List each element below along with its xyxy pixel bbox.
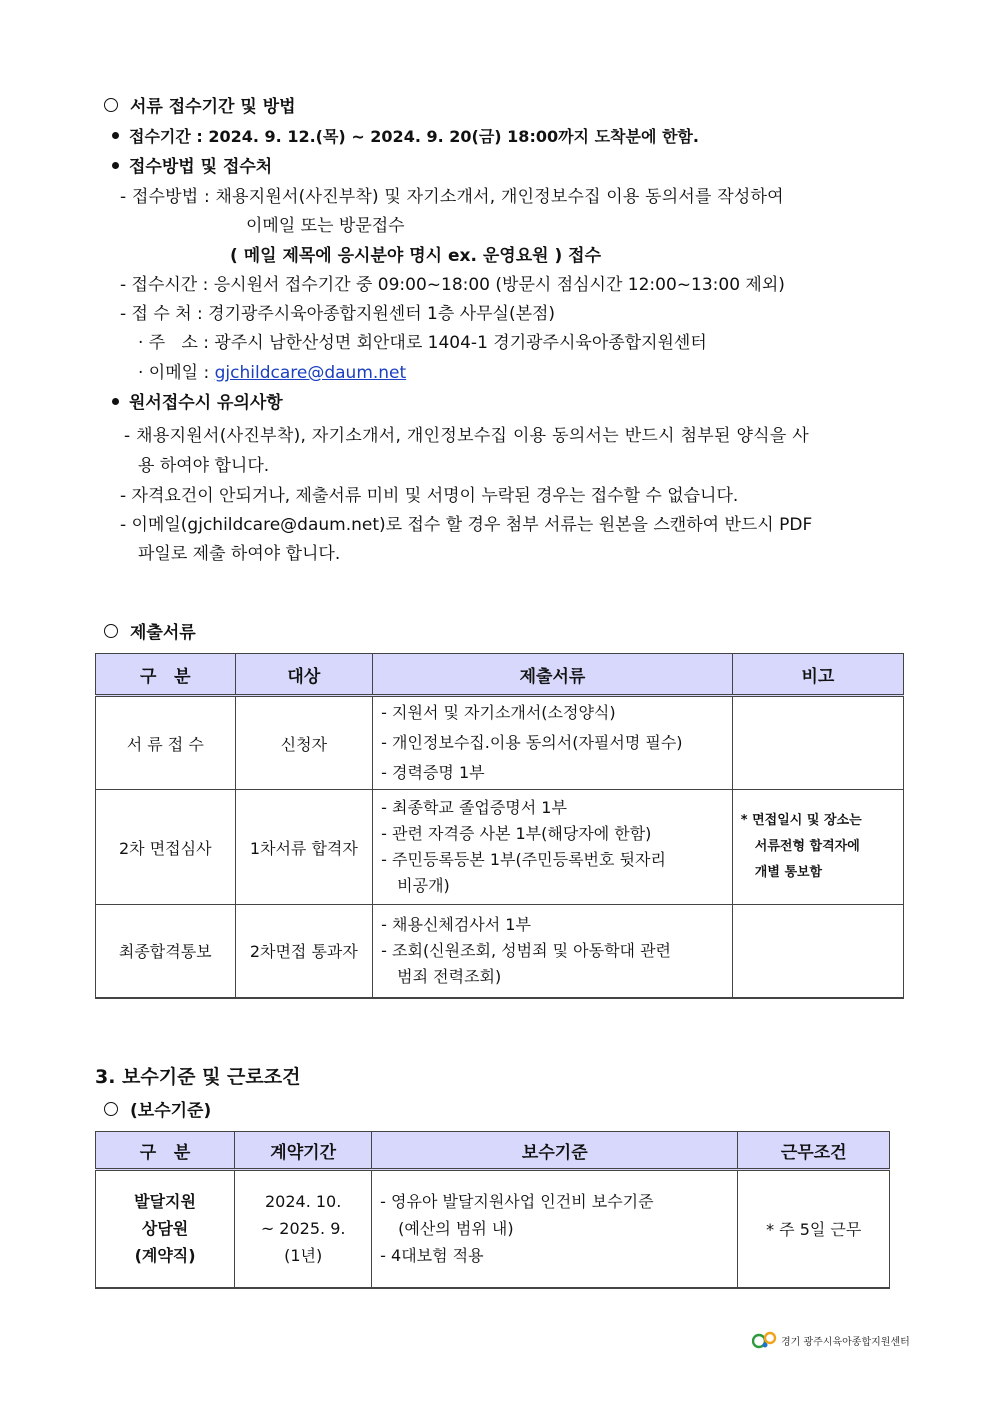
footer-logo xyxy=(752,1330,910,1350)
standard-cell: - 영유아 발달지원사업 인건비 보수기준 (예산의 범위 내) - 4대보험 적용 xyxy=(372,1170,738,1288)
table-header-row xyxy=(96,1132,890,1170)
header-cell: 계약기간 xyxy=(235,1132,372,1170)
table-row xyxy=(96,905,904,998)
header-cell: 제출서류 xyxy=(373,654,733,696)
notice-line: - 이메일(gjchildcare@daum.net)로 접수 할 경우 첨부 서류는 원본을 스캔하여 반드시 PDF xyxy=(120,515,813,535)
bullet-icon xyxy=(112,132,119,139)
method-heading: 접수방법 및 접수처 xyxy=(112,152,272,177)
notice-heading: 원서접수시 유의사항 xyxy=(112,388,283,413)
table-row xyxy=(96,790,904,905)
note-cell xyxy=(732,696,903,790)
section2-heading: 제출서류 xyxy=(104,618,196,643)
notice-line-cont: 용 하여야 합니다. xyxy=(138,456,270,476)
header-cell: 보수기준 xyxy=(372,1132,738,1170)
header-cell: 구 분 xyxy=(96,654,236,696)
circle-bullet-icon xyxy=(104,98,118,112)
section1-heading: 서류 접수기간 및 방법 xyxy=(104,92,296,117)
header-cell: 근무조건 xyxy=(738,1132,890,1170)
salary-subheading: (보수기준) xyxy=(104,1096,211,1121)
documents-table xyxy=(95,653,904,999)
header-cell: 구 분 xyxy=(96,1132,235,1170)
category-cell: 발달지원 상담원 (계약직) xyxy=(96,1170,235,1288)
note-cell xyxy=(732,905,903,998)
email-subject-note: ( 메일 제목에 응시분야 명시 ex. 운영요원 ) 접수 xyxy=(230,246,602,266)
bullet-icon xyxy=(112,162,119,169)
target-cell: 1차서류 합격자 xyxy=(235,790,373,905)
method-line-cont: 이메일 또는 방문접수 xyxy=(246,216,405,236)
docs-cell: - 최종학교 졸업증명서 1부 - 관련 자격증 사본 1부(해당자에 한함) - 주민등록등본 1부(주민등록번호 뒷자리 비공개) xyxy=(373,790,733,905)
circle-bullet-icon xyxy=(104,1102,118,1116)
method-line: - 접수방법 : 채용지원서(사진부착) 및 자기소개서, 개인정보수집 이용 동의서를 작성하여 xyxy=(120,187,784,207)
notice-line: - 자격요건이 안되거나, 제출서류 미비 및 서명이 누락된 경우는 접수할 수 없습니다. xyxy=(120,486,739,506)
category-cell: 서 류 접 수 xyxy=(96,696,236,790)
docs-cell: - 지원서 및 자기소개서(소정양식) - 개인정보수집.이용 동의서(자필서명 필수) - 경력증명 1부 xyxy=(373,696,733,790)
table-header-row xyxy=(96,654,904,696)
condition-cell: * 주 5일 근무 xyxy=(738,1170,890,1288)
section3-heading: 3. 보수기준 및 근로조건 xyxy=(95,1066,301,1088)
category-cell: 2차 면접심사 xyxy=(96,790,236,905)
header-cell: 대상 xyxy=(235,654,373,696)
center-logo-icon xyxy=(752,1330,778,1350)
circle-bullet-icon xyxy=(104,624,118,638)
email-line: · 이메일 : gjchildcare@daum.net xyxy=(138,363,407,383)
table-row xyxy=(96,696,904,790)
note-cell: * 면접일시 및 장소는 서류전형 합격자에 개별 통보함 xyxy=(732,790,903,905)
notice-line: - 채용지원서(사진부착), 자기소개서, 개인정보수집 이용 동의서는 반드시 첨부된 양식을 사 xyxy=(124,426,810,446)
category-cell: 최종합격통보 xyxy=(96,905,236,998)
bullet-icon xyxy=(112,398,119,405)
place-line: - 접 수 처 : 경기광주시육아종합지원센터 1층 사무실(본점) xyxy=(120,304,556,324)
table-row xyxy=(96,1170,890,1288)
salary-table xyxy=(95,1131,890,1289)
email-link[interactable]: gjchildcare@daum.net xyxy=(214,363,407,383)
address-line: · 주 소 : 광주시 남한산성면 회안대로 1404-1 경기광주시육아종합지원센터 xyxy=(138,333,707,353)
target-cell: 신청자 xyxy=(235,696,373,790)
docs-cell: - 채용신체검사서 1부 - 조회(신원조회, 성범죄 및 아동학대 관련 범죄 전력조회) xyxy=(373,905,733,998)
target-cell: 2차면접 통과자 xyxy=(235,905,373,998)
footer-org-name: 경기 광주시육아종합지원센터 xyxy=(781,1336,910,1348)
header-cell: 비고 xyxy=(732,654,903,696)
period-line: 접수기간 : 2024. 9. 12.(목) ~ 2024. 9. 20(금) 18:00까지 도착분에 한함. xyxy=(112,124,699,147)
notice-line-cont: 파일로 제출 하여야 합니다. xyxy=(138,544,341,564)
time-line: - 접수시간 : 응시원서 접수기간 중 09:00~18:00 (방문시 점심시간 12:00~13:00 제외) xyxy=(120,275,785,295)
period-cell: 2024. 10. ~ 2025. 9. (1년) xyxy=(235,1170,372,1288)
